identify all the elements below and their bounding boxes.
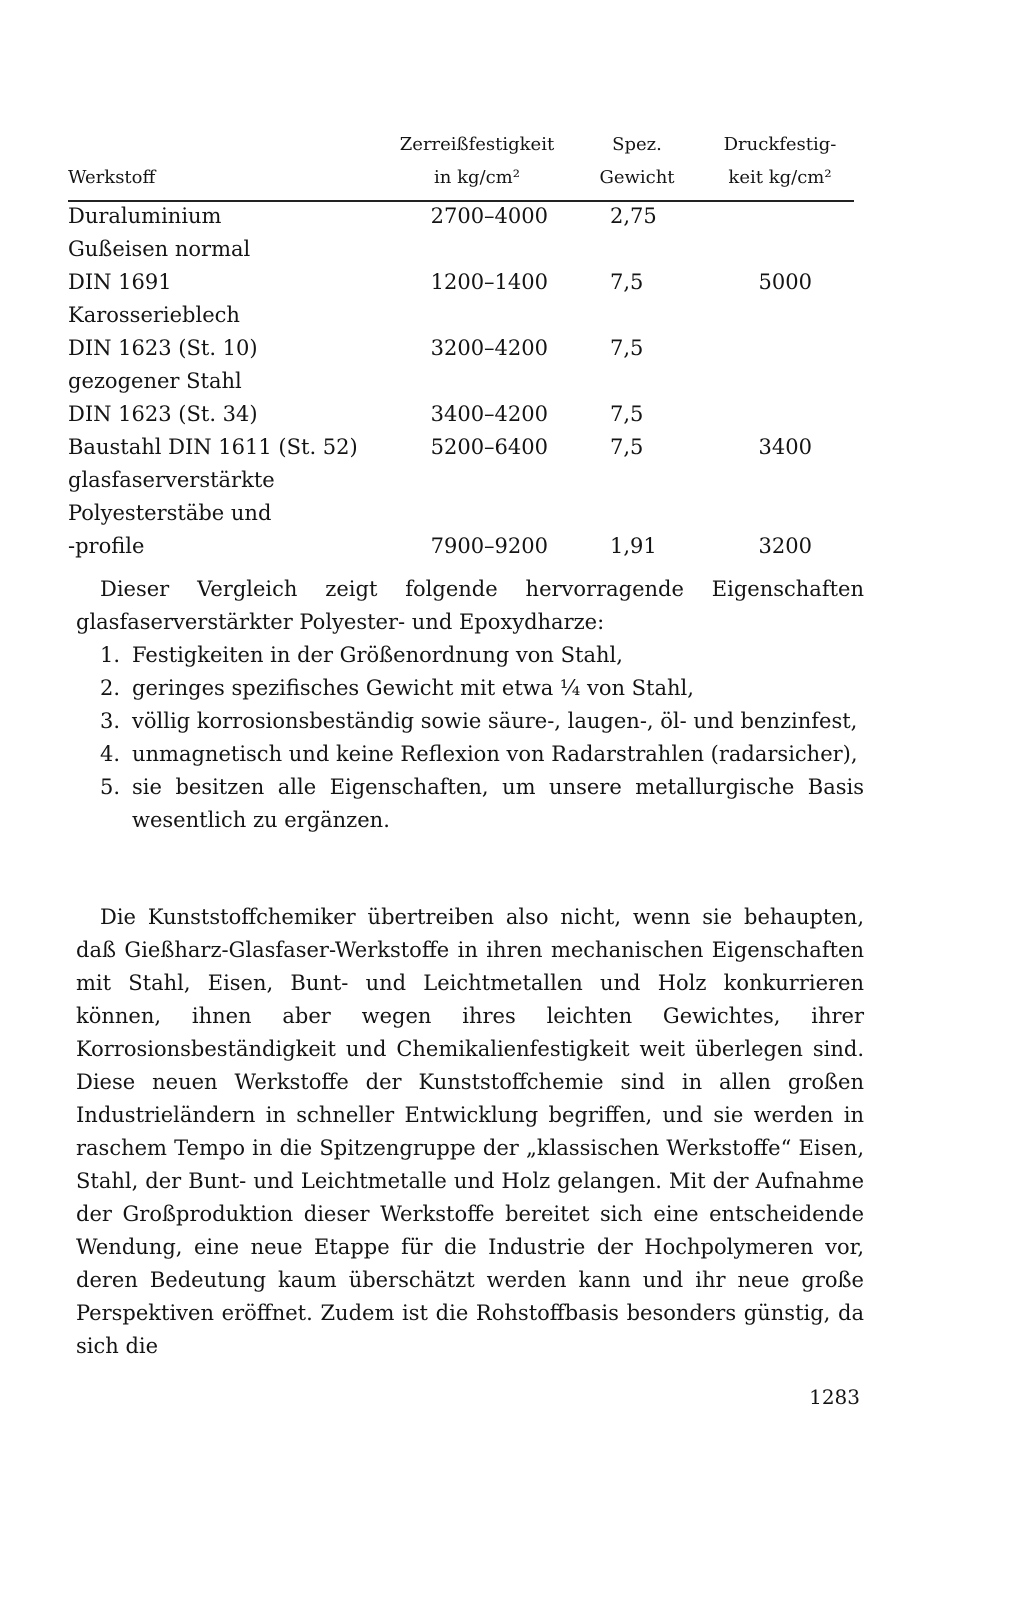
table-row xyxy=(68,398,854,431)
list-item xyxy=(100,672,864,705)
cell-spez-gewicht: 7,5 xyxy=(610,270,644,294)
materials-table xyxy=(68,128,854,198)
cell-zerreissfestigkeit: 3200–4200 xyxy=(430,336,548,360)
cell-werkstoff: DIN 1623 (St. 10) xyxy=(68,336,258,360)
cell-werkstoff: Karosserieblech xyxy=(68,303,240,327)
list-item-text: völlig korrosionsbeständig sowie säure-, laugen-, öl- und benzinfest, xyxy=(132,709,858,733)
table-header xyxy=(68,128,854,198)
cell-werkstoff: glasfaserverstärkte xyxy=(68,468,275,492)
cell-spez-gewicht: 1,91 xyxy=(610,534,657,558)
list-item-number: 4. xyxy=(100,742,121,766)
cell-spez-gewicht: 2,75 xyxy=(610,204,657,228)
cell-zerreissfestigkeit: 3400–4200 xyxy=(430,402,548,426)
table-row xyxy=(68,497,854,530)
properties-list xyxy=(100,639,864,837)
list-item-number: 2. xyxy=(100,676,121,700)
list-item xyxy=(100,705,864,738)
table-row xyxy=(68,299,854,332)
table-body xyxy=(68,200,854,563)
cell-werkstoff: Gußeisen normal xyxy=(68,237,251,261)
cell-druckfestigkeit: 3400 xyxy=(758,435,812,459)
table-row xyxy=(68,266,854,299)
page-number: 1283 xyxy=(809,1385,860,1409)
cell-werkstoff: DIN 1691 xyxy=(68,270,172,294)
list-item-number: 1. xyxy=(100,643,121,667)
header-spez-line1: Spez. xyxy=(612,134,662,155)
header-spez-gewicht xyxy=(574,128,700,194)
cell-werkstoff: DIN 1623 (St. 34) xyxy=(68,402,258,426)
cell-spez-gewicht: 7,5 xyxy=(610,402,644,426)
paragraph-conclusion: Die Kunststoffchemiker übertreiben also nicht, wenn sie behaupten, daß Gießharz-Glasfaser-Werkstoffe in ihren mechanischen Eigenschaften mit Stahl, Eisen, Bunt- und Leichtmetallen und Holz konkurrieren können, ihnen aber wegen ihres leichten Gewichtes, ihrer Korrosionsbeständigkeit und Chemikalienfestigkeit weit überlegen sind. Diese neuen Werkstoffe der Kunststoffchemie sind in allen großen Industrieländern in schneller Entwicklung begriffen, und sie werden in raschem Tempo in die Spitzengruppe der „klassischen Werkstoffe“ Eisen, Stahl, der Bunt- und Leichtmetalle und Holz gelangen. Mit der Aufnahme der Großproduktion dieser Werkstoffe bereitet sich eine entscheidende Wendung, eine neue Etappe für die Industrie der Hochpolymeren vor, deren Bedeutung kaum überschätzt werden kann und ihr neue große Perspektiven eröffnet. Zudem ist die Rohstoffbasis besonders günstig, da sich die xyxy=(76,905,864,1358)
list-item-number: 5. xyxy=(100,775,121,799)
cell-zerreissfestigkeit: 2700–4000 xyxy=(430,204,548,228)
table-row xyxy=(68,431,854,464)
table-row xyxy=(68,332,854,365)
cell-zerreissfestigkeit: 5200–6400 xyxy=(430,435,548,459)
list-item xyxy=(100,639,864,672)
table-row xyxy=(68,200,854,233)
list-item xyxy=(100,738,864,771)
cell-spez-gewicht: 7,5 xyxy=(610,435,644,459)
header-zerreiss-line1: Zerreißfestigkeit xyxy=(399,134,555,155)
table-row xyxy=(68,365,854,398)
list-item xyxy=(100,771,864,837)
cell-werkstoff: Duraluminium xyxy=(68,204,222,228)
list-item-text: geringes spezifisches Gewicht mit etwa ¼ von Stahl, xyxy=(132,676,694,700)
cell-zerreissfestigkeit: 1200–1400 xyxy=(430,270,548,294)
table-row xyxy=(68,530,854,563)
table-row xyxy=(68,464,854,497)
cell-werkstoff: gezogener Stahl xyxy=(68,369,242,393)
list-item-text: unmagnetisch und keine Reflexion von Radarstrahlen (radarsicher), xyxy=(132,742,858,766)
cell-werkstoff: Polyesterstäbe und xyxy=(68,501,272,525)
paragraph-comparison: Dieser Vergleich zeigt folgende hervorragende Eigenschaften glasfaserverstärkter Polyester- und Epoxydharze: xyxy=(76,577,864,634)
header-zerreiss-line2: in kg/cm² xyxy=(434,167,520,188)
cell-druckfestigkeit: 5000 xyxy=(758,270,812,294)
table-row xyxy=(68,233,854,266)
list-item-number: 3. xyxy=(100,709,121,733)
header-werkstoff: Werkstoff xyxy=(68,167,156,188)
list-item-text: Festigkeiten in der Größenordnung von Stahl, xyxy=(132,643,623,667)
header-druckfestigkeit xyxy=(708,128,852,194)
header-zerreissfestigkeit xyxy=(394,128,560,194)
cell-werkstoff: Baustahl DIN 1611 (St. 52) xyxy=(68,435,358,459)
cell-druckfestigkeit: 3200 xyxy=(758,534,812,558)
cell-spez-gewicht: 7,5 xyxy=(610,336,644,360)
header-druck-line2: keit kg/cm² xyxy=(728,167,832,188)
list-item-text: sie besitzen alle Eigenschaften, um unsere metallurgische Basis wesentlich zu ergänzen. xyxy=(132,775,864,832)
header-druck-line1: Druckfestig- xyxy=(723,134,837,155)
cell-werkstoff: -profile xyxy=(68,534,145,558)
cell-zerreissfestigkeit: 7900–9200 xyxy=(430,534,548,558)
header-spez-line2: Gewicht xyxy=(599,167,675,188)
